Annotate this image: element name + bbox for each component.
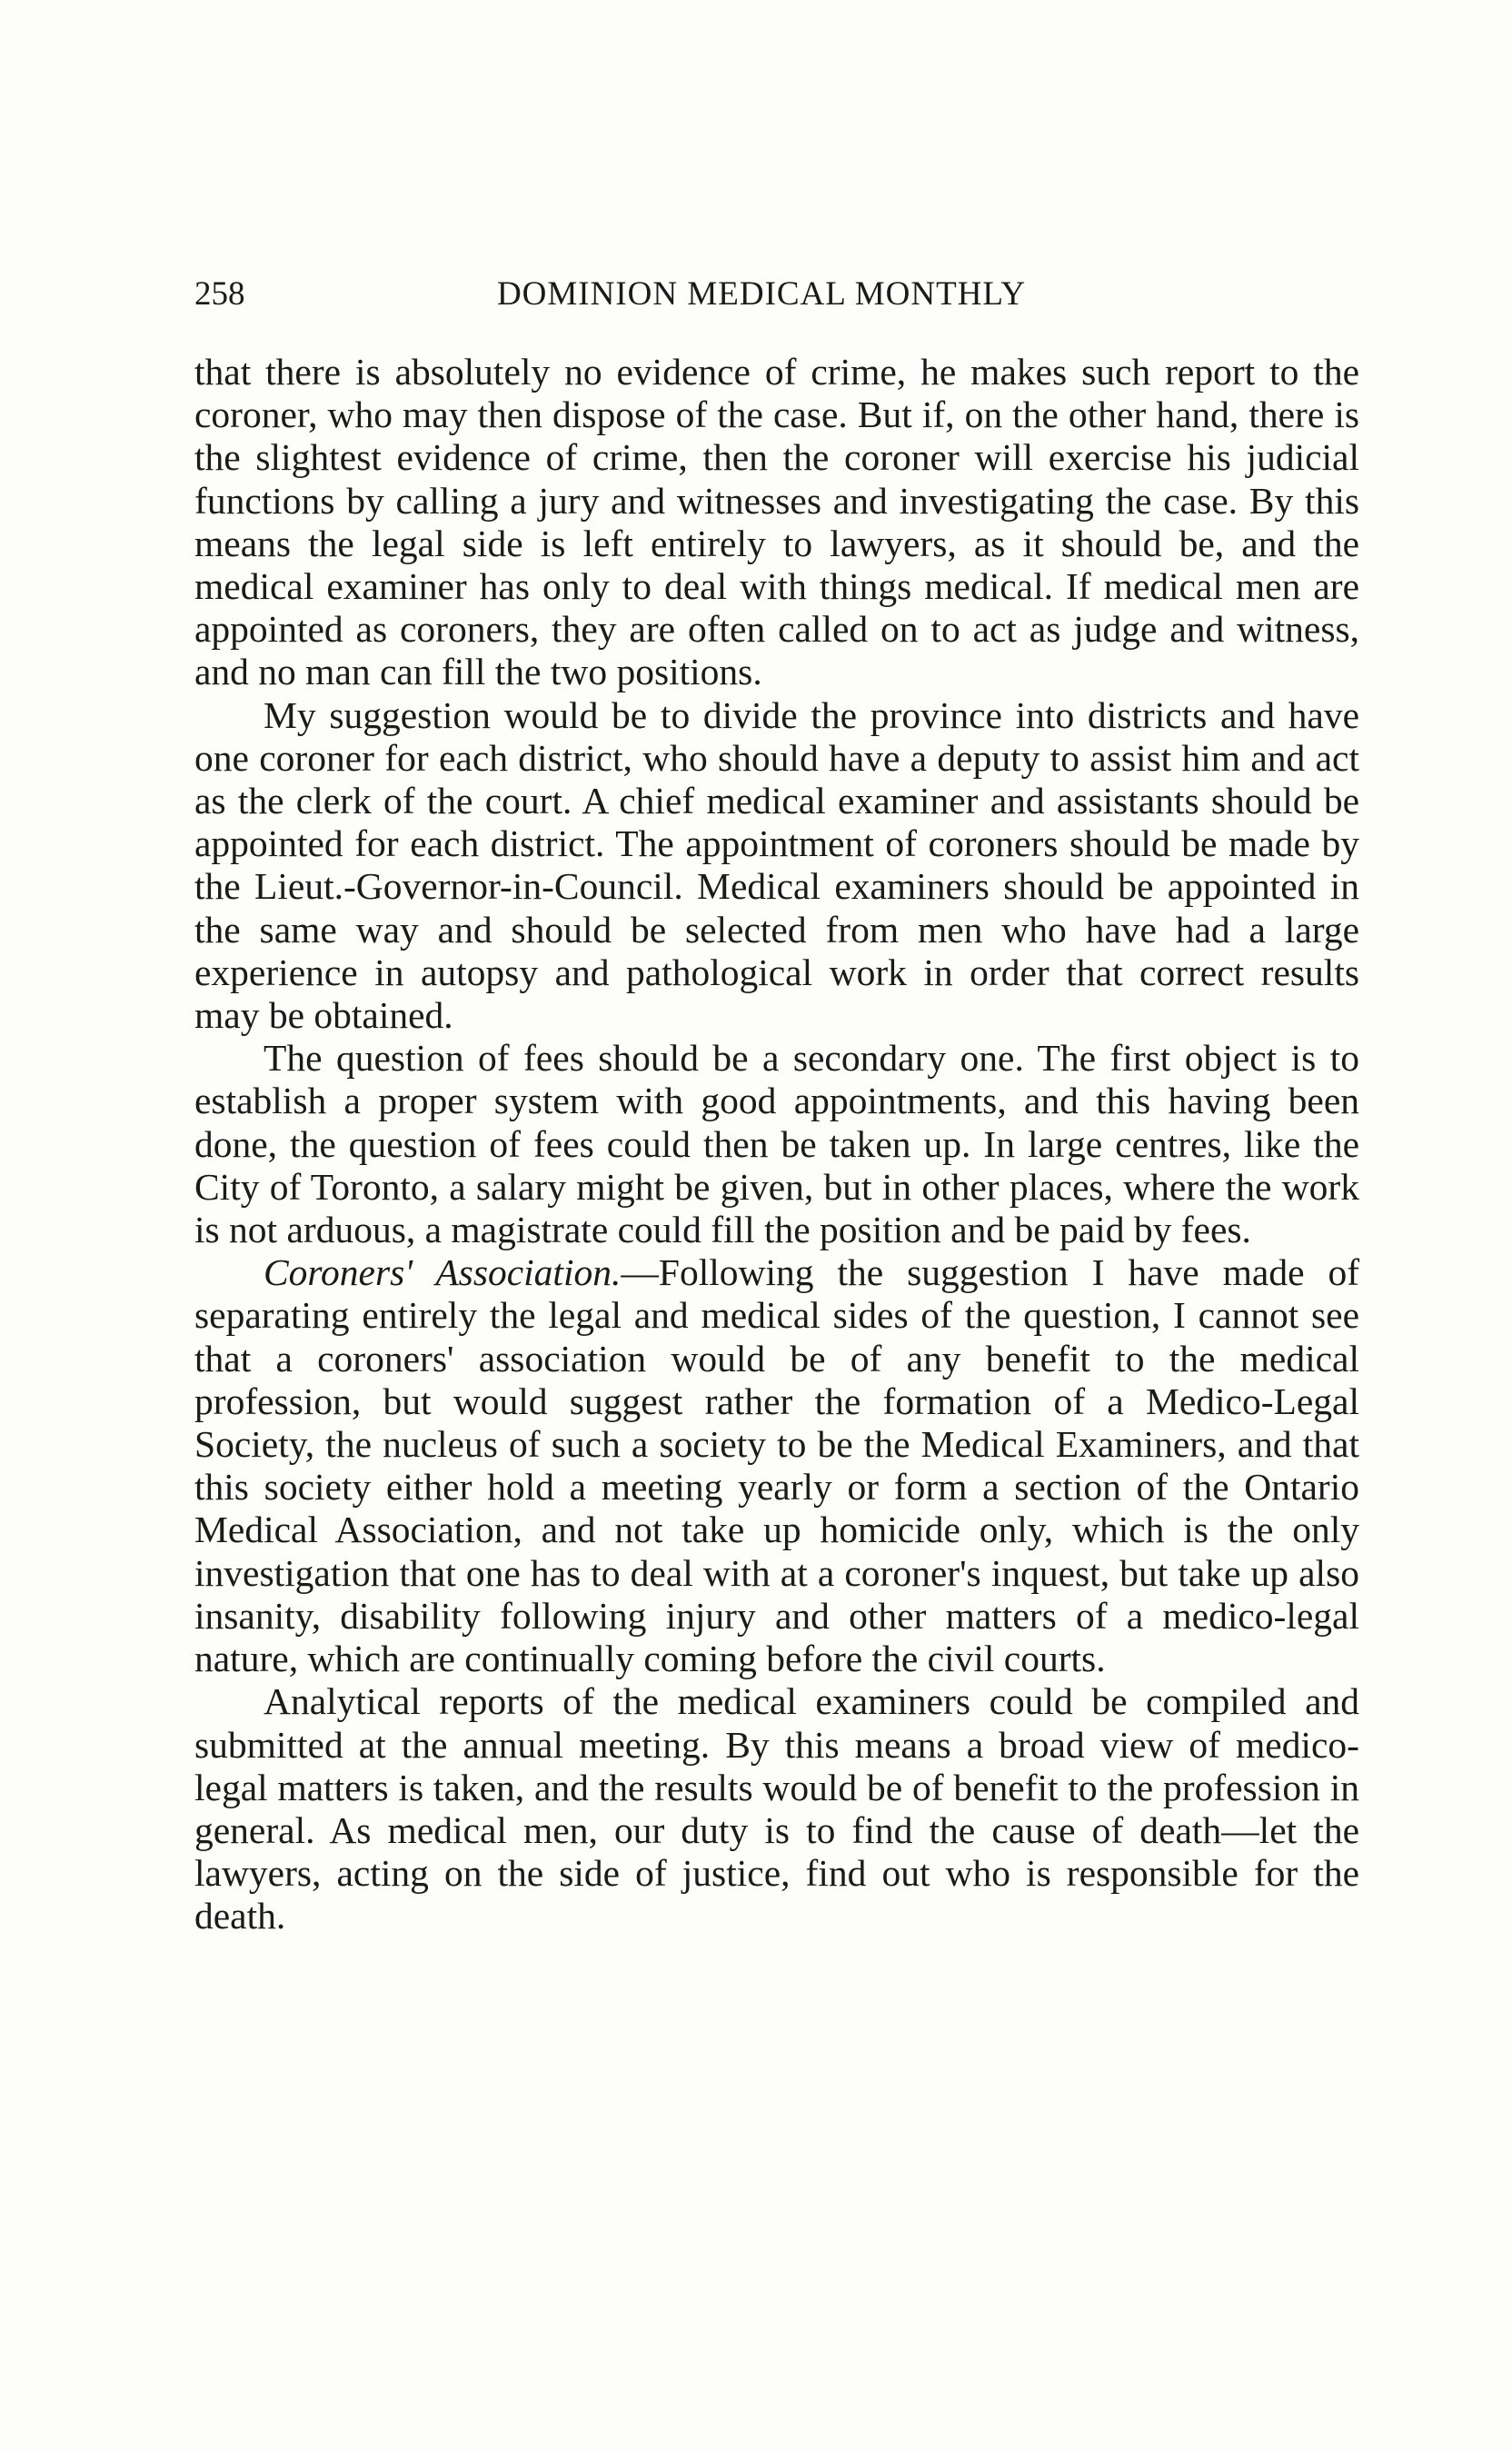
paragraph-suggestion: My suggestion would be to divide the province into districts and have one coroner for each district, who should have a deputy to assist him and act as the clerk of the court. A chief medical examiner and assistants should be appointed for each district. The appointment of coroners should be made by the Lieut.-Governor-in-Council. Medical examiners should be appointed in the same way and should be selected from men who have had a large experience in autopsy and pathological work in order that correct results may be obtained. (194, 693, 1359, 1037)
paragraph-reports: Analytical reports of the medical examiners could be compiled and submitted at the annual meeting. By this means a broad view of medico-legal matters is taken, and the results would be of benefit to the profession in general. As medical men, our duty is to find the cause of death—let the lawyers, acting on the side of justice, find out who is responsible for the death. (194, 1680, 1359, 1937)
running-head (194, 273, 1372, 316)
journal-title: DOMINION MEDICAL MONTHLY (496, 275, 1027, 313)
section-heading: Coroners' Association. (264, 1251, 622, 1294)
paragraph-fees: The question of fees should be a secondary one. The first object is to establish a proper system with good appointments, and this having been done, the question of fees could then be taken up. In large centres, like the City of Toronto, a salary might be given, but in other places, where the work is not arduous, a magistrate could fill the position and be paid by fees. (194, 1037, 1359, 1251)
paragraph-association (194, 1251, 1359, 1680)
paragraph-association-text: —Following the suggestion I have made of separating entirely the legal and medical sides of the question, I cannot see that a coroners' association would be of any benefit to the medical profession, but would suggest rather the formation of a Medico-Legal Society, the nucleus of such a society to be the Medical Examiners, and that this society either hold a meeting yearly or form a section of the Ontario Medical Association, and not take up homicide only, which is the only investigation that one has to deal with at a coroner's inquest, but take up also insanity, disability following injury and other matters of a medico-legal nature, which are continually coming before the civil courts. (194, 1251, 1360, 1680)
body-text (194, 351, 1359, 1938)
paragraph-continued: that there is absolutely no evidence of crime, he makes such report to the coroner, who may then dispose of the case. But if, on the other hand, there is the slightest evidence of crime, then the coroner will exercise his judicial functions by calling a jury and witnesses and investigating the case. By this means the legal side is left entirely to lawyers, as it should be, and the medical examiner has only to deal with things medical. If medical men are appointed as coroners, they are often called on to act as judge and witness, and no man can fill the two positions. (194, 351, 1359, 693)
page-number: 258 (194, 275, 245, 313)
